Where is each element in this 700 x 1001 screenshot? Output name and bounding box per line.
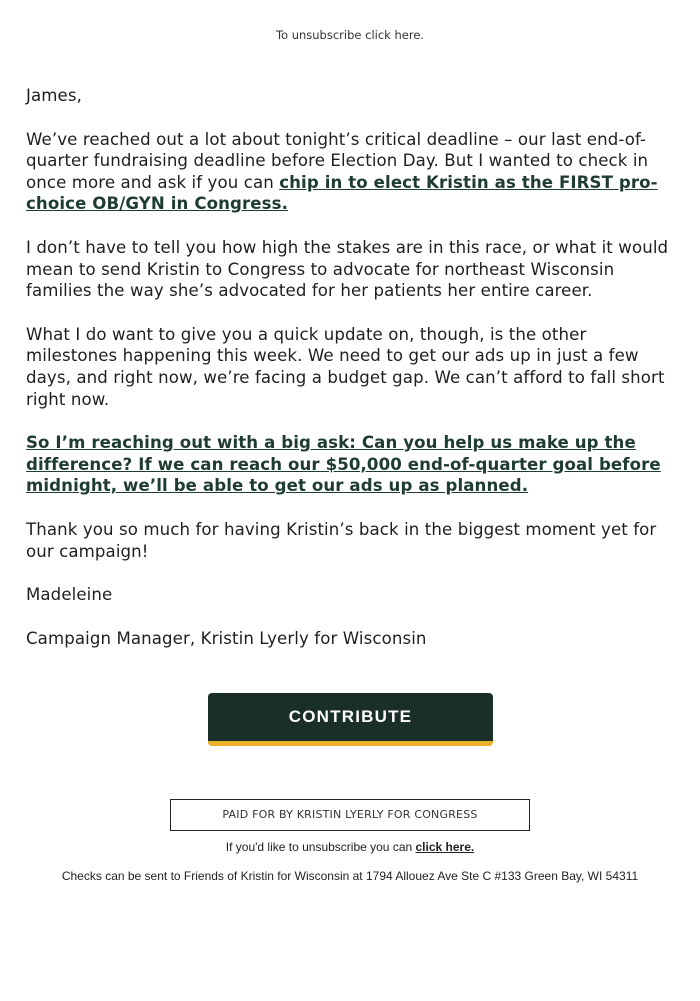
greeting: James, bbox=[26, 86, 82, 105]
checks-address: Checks can be sent to Friends of Kristin for Wisconsin at 1794 Allouez Ave Ste C #133 Green Bay, WI 54311 bbox=[61, 869, 639, 883]
big-ask-link[interactable]: So I’m reaching out with a big ask: Can you help us make up the difference? If we can reach our $50,000 end-of-quarter goal before midnight, we’ll be able to get our ads up as planned. bbox=[26, 433, 661, 496]
footer-unsubscribe bbox=[0, 840, 700, 854]
paragraph-5: Thank you so much for having Kristin’s back in the biggest moment yet for our campaign! bbox=[26, 519, 657, 561]
paragraph-3: What I do want to give you a quick update on, though, is the other milestones happening this week. We need to get our ads up in just a few days, and right now, we’re facing a budget gap. We can’t afford to fall short right now. bbox=[26, 324, 665, 409]
paragraph-1 bbox=[26, 129, 676, 215]
paid-for-disclaimer: PAID FOR BY KRISTIN LYERLY FOR CONGRESS bbox=[170, 799, 530, 831]
top-unsubscribe-link[interactable]: To unsubscribe click here. bbox=[275, 28, 425, 42]
footer-unsubscribe-text: If you'd like to unsubscribe you can bbox=[225, 840, 416, 854]
email-body bbox=[26, 85, 676, 671]
chip-in-link[interactable]: chip in to elect Kristin as the FIRST pro-choice OB/GYN in Congress. bbox=[26, 172, 658, 214]
signature-title: Campaign Manager, Kristin Lyerly for Wisconsin bbox=[26, 628, 427, 648]
paragraph-1-text: We’ve reached out a lot about tonight’s critical deadline – our last end-of-quarter fundraising deadline before Election Day. But I wanted to check in once more and ask if you can bbox=[26, 129, 649, 192]
cta-wrapper bbox=[208, 693, 493, 746]
signature-name: Madeleine bbox=[26, 585, 113, 605]
paragraph-2: I don’t have to tell you how high the stakes are in this race, or what it would mean to send Kristin to Congress to advocate for northeast Wisconsin families the way she’s advocated for her patients her entire career. bbox=[26, 237, 669, 301]
paragraph-4 bbox=[26, 432, 676, 497]
contribute-button[interactable]: CONTRIBUTE bbox=[208, 693, 493, 746]
footer-unsubscribe-link[interactable]: click here. bbox=[415, 840, 475, 854]
